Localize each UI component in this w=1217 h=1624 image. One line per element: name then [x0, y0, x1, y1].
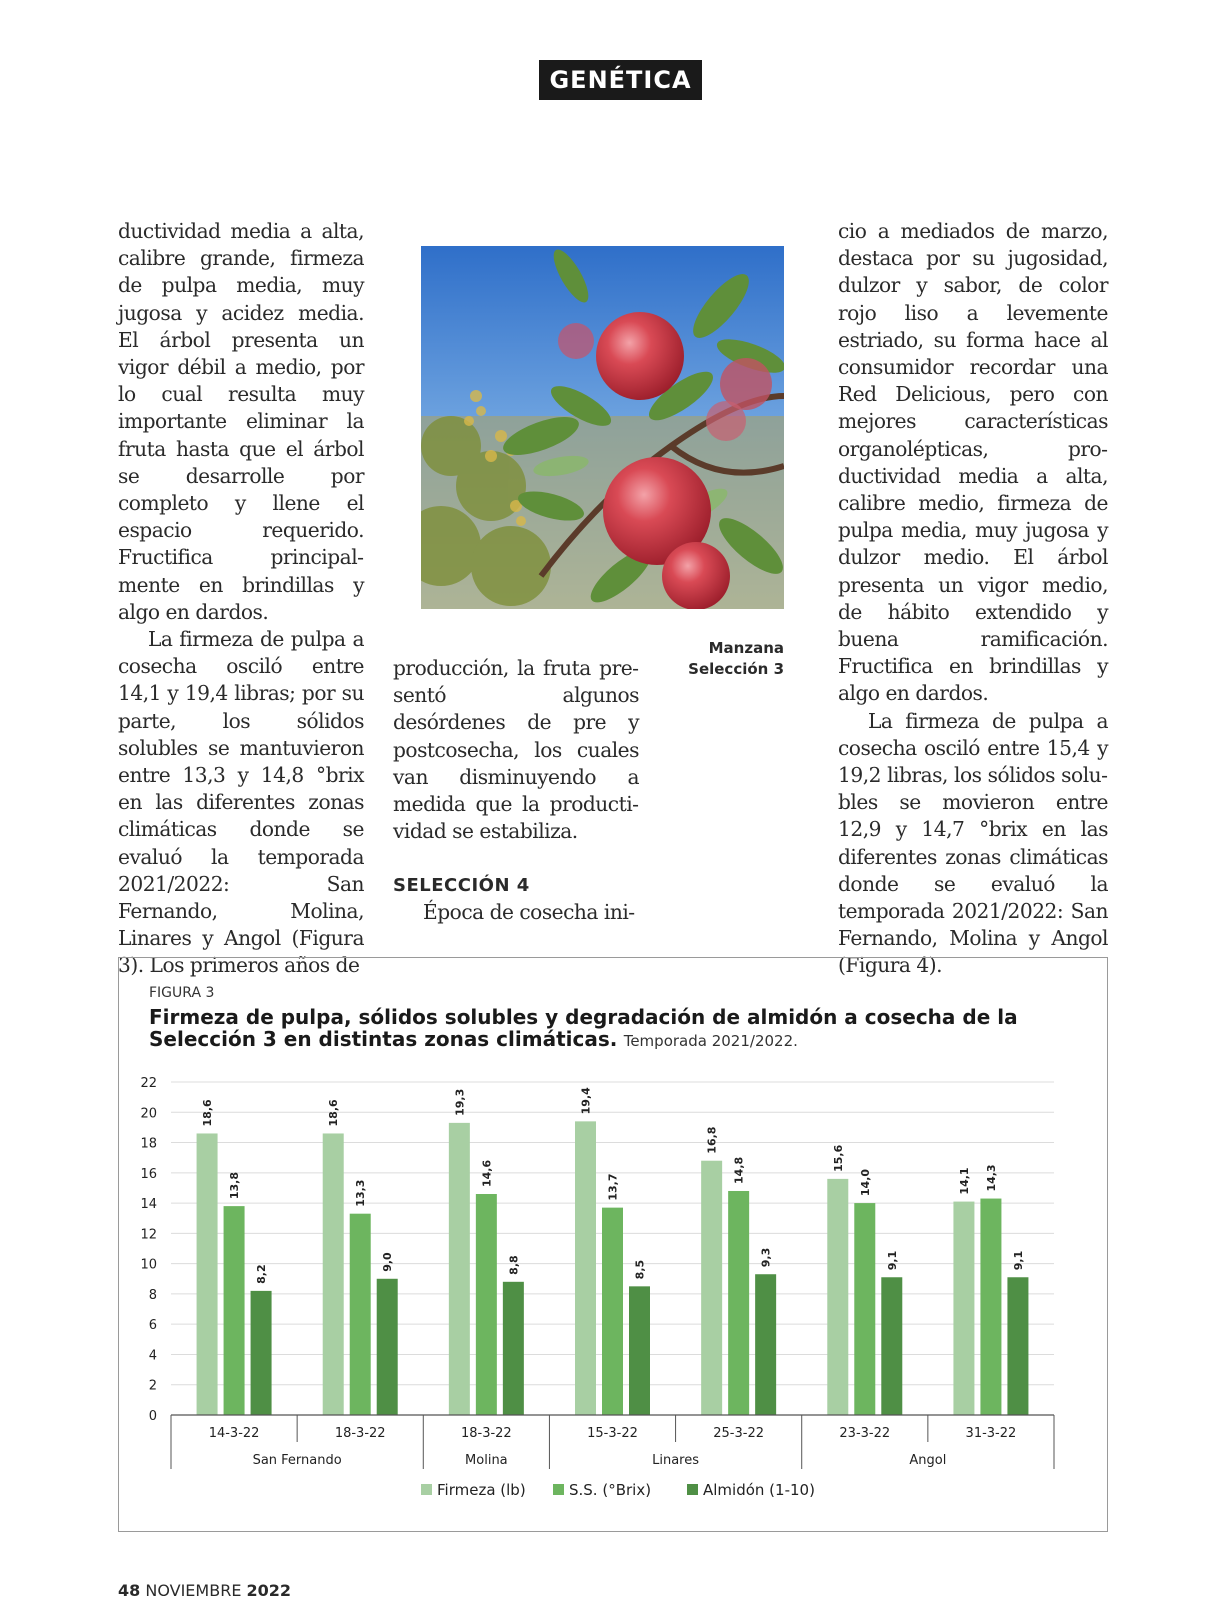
page-number: 48 [118, 1581, 141, 1600]
article-column-3 [838, 218, 1108, 980]
bar-value-label: 19,4 [579, 1087, 593, 1115]
x-tick-label: 18-3-22 [460, 1426, 512, 1441]
bar-value-label: 15,6 [831, 1144, 845, 1172]
x-tick-label: 25-3-22 [713, 1426, 765, 1441]
bar-value-label: 14,3 [984, 1164, 998, 1192]
paragraph: cio a mediados de marzo, destaca por su jugosidad, dulzor y sabor, de color rojo liso a levemente estriado, su forma hace al consumidor recordar una Red Delicious, pero con mejores características organolépticas, productividad media a alta, calibre medio, firmeza de pulpa media, muy jugosa y dulzor medio. El árbol presenta un vigor medio, de hábito extendido y buena ramificación. Fructifica en brindillas y algo en dardos. [838, 219, 1108, 706]
bar [1007, 1277, 1028, 1415]
legend-label: S.S. (°Brix) [569, 1481, 652, 1499]
article-column-1 [118, 218, 364, 980]
bar-value-label: 18,6 [201, 1099, 215, 1127]
footer-month: NOVIEMBRE [145, 1581, 242, 1600]
bar [881, 1277, 902, 1415]
paragraph: La firmeza de pulpa a cosecha osciló entre 14,1 y 19,4 libras; por su parte, los sólidos solubles se mantuvieron entre 13,3 y 14,8 °brix en las diferentes zonas climáticas donde se evaluó la temporada 2021/2022: San Fernando, Molina, Linares y Angol (Figura 3). Los primeros años de [118, 627, 364, 978]
bar [728, 1191, 749, 1415]
y-tick-label: 18 [140, 1136, 157, 1152]
legend-swatch [421, 1484, 432, 1495]
bar-value-label: 8,5 [633, 1259, 647, 1280]
bar [854, 1203, 875, 1415]
bar [377, 1279, 398, 1415]
x-group-label: Molina [465, 1453, 508, 1468]
bar-value-label: 9,0 [381, 1252, 395, 1272]
bar [575, 1121, 596, 1415]
x-tick-label: 14-3-22 [208, 1426, 260, 1441]
y-tick-label: 4 [148, 1348, 157, 1364]
bar-chart [119, 958, 1107, 1531]
bar [953, 1202, 974, 1415]
bar-value-label: 9,3 [759, 1247, 773, 1268]
legend-swatch [687, 1484, 698, 1495]
y-tick-label: 0 [148, 1409, 157, 1424]
paragraph: producción, la fruta presentó algunos desórdenes de pre y postcosecha, los cuales van disminuyendo a medida que la productividad se estabiliza. [393, 656, 639, 844]
y-tick-label: 14 [140, 1197, 157, 1213]
bar [629, 1286, 650, 1415]
bar-value-label: 9,1 [1011, 1250, 1025, 1271]
y-tick-label: 10 [140, 1257, 157, 1273]
photo-caption [660, 638, 784, 680]
legend-label: Firmeza (lb) [437, 1481, 526, 1499]
bar [449, 1123, 470, 1415]
y-tick-label: 22 [140, 1076, 157, 1091]
footer-year: 2022 [246, 1581, 292, 1600]
paragraph: ductividad media a alta, calibre grande, firmeza de pulpa media, muy jugosa y acidez media. El árbol presenta un vigor débil a medio, por lo cual resulta muy importante eliminar la fruta hasta que el árbol se desarrolle por completo y llene el espacio requerido. Fructifica principalmente en brindillas y algo en dardos. [118, 219, 364, 624]
legend-label: Almidón (1-10) [703, 1481, 815, 1499]
bar [224, 1206, 245, 1415]
article-column-2 [393, 655, 639, 927]
paragraph: La firmeza de pulpa a cosecha osciló entre 15,4 y 19,2 libras, los sólidos solubles se movieron entre 12,9 y 14,7 °brix en las diferentes zonas climáticas donde se evaluó la temporada 2021/2022: San Fernando, Molina y Angol (Figura 4). [838, 708, 1108, 978]
figure-3 [118, 957, 1108, 1532]
legend-swatch [553, 1484, 564, 1495]
bar-value-label: 13,7 [606, 1173, 620, 1201]
bar-value-label: 14,6 [480, 1159, 494, 1188]
bar-value-label: 13,8 [228, 1171, 242, 1200]
bar [251, 1291, 272, 1415]
x-tick-label: 15-3-22 [587, 1426, 638, 1441]
page-footer [118, 1581, 291, 1600]
y-tick-label: 6 [148, 1318, 157, 1334]
caption-line: Manzana [708, 639, 784, 657]
bar [323, 1133, 344, 1415]
bar [197, 1133, 218, 1415]
y-tick-label: 20 [140, 1106, 157, 1122]
bar [980, 1199, 1001, 1415]
bar [827, 1179, 848, 1415]
bar-value-label: 18,6 [327, 1099, 341, 1127]
bar [350, 1214, 371, 1415]
x-group-label: Linares [652, 1453, 700, 1468]
y-tick-label: 8 [148, 1287, 157, 1303]
figure-title-bold: Firmeza de pulpa, sólidos solubles y degradación de almidón a cosecha de la Selección 3 en distintas zonas climáticas. [149, 1005, 1018, 1051]
bar-value-label: 8,2 [255, 1264, 269, 1284]
section-tag: GENÉTICA [539, 60, 702, 100]
subheading: SELECCIÓN 4 [393, 875, 530, 897]
bar-value-label: 8,8 [507, 1255, 521, 1275]
caption-line: Selección 3 [688, 660, 784, 678]
bar [701, 1161, 722, 1415]
x-group-label: Angol [909, 1453, 947, 1468]
bar [476, 1194, 497, 1415]
x-tick-label: 23-3-22 [839, 1426, 891, 1441]
bar [755, 1274, 776, 1415]
y-tick-label: 16 [140, 1166, 157, 1182]
x-tick-label: 31-3-22 [965, 1426, 1017, 1441]
bar-value-label: 14,0 [858, 1168, 872, 1197]
bar-value-label: 9,1 [885, 1250, 899, 1271]
figure-label: FIGURA 3 [149, 985, 215, 1001]
bar-value-label: 19,3 [453, 1088, 467, 1116]
bar-value-label: 13,3 [354, 1179, 368, 1207]
bar-value-label: 14,8 [732, 1156, 746, 1184]
bar [503, 1282, 524, 1415]
apple-photo [421, 246, 784, 609]
paragraph: Época de cosecha ini- [423, 900, 635, 925]
figure-title-subtitle: Temporada 2021/2022. [623, 1032, 798, 1050]
bar-value-label: 14,1 [957, 1167, 971, 1195]
bar [602, 1208, 623, 1415]
x-tick-label: 18-3-22 [334, 1426, 386, 1441]
y-tick-label: 2 [148, 1378, 157, 1394]
bar-value-label: 16,8 [705, 1126, 719, 1154]
y-tick-label: 12 [140, 1227, 157, 1243]
x-group-label: San Fernando [252, 1453, 342, 1468]
